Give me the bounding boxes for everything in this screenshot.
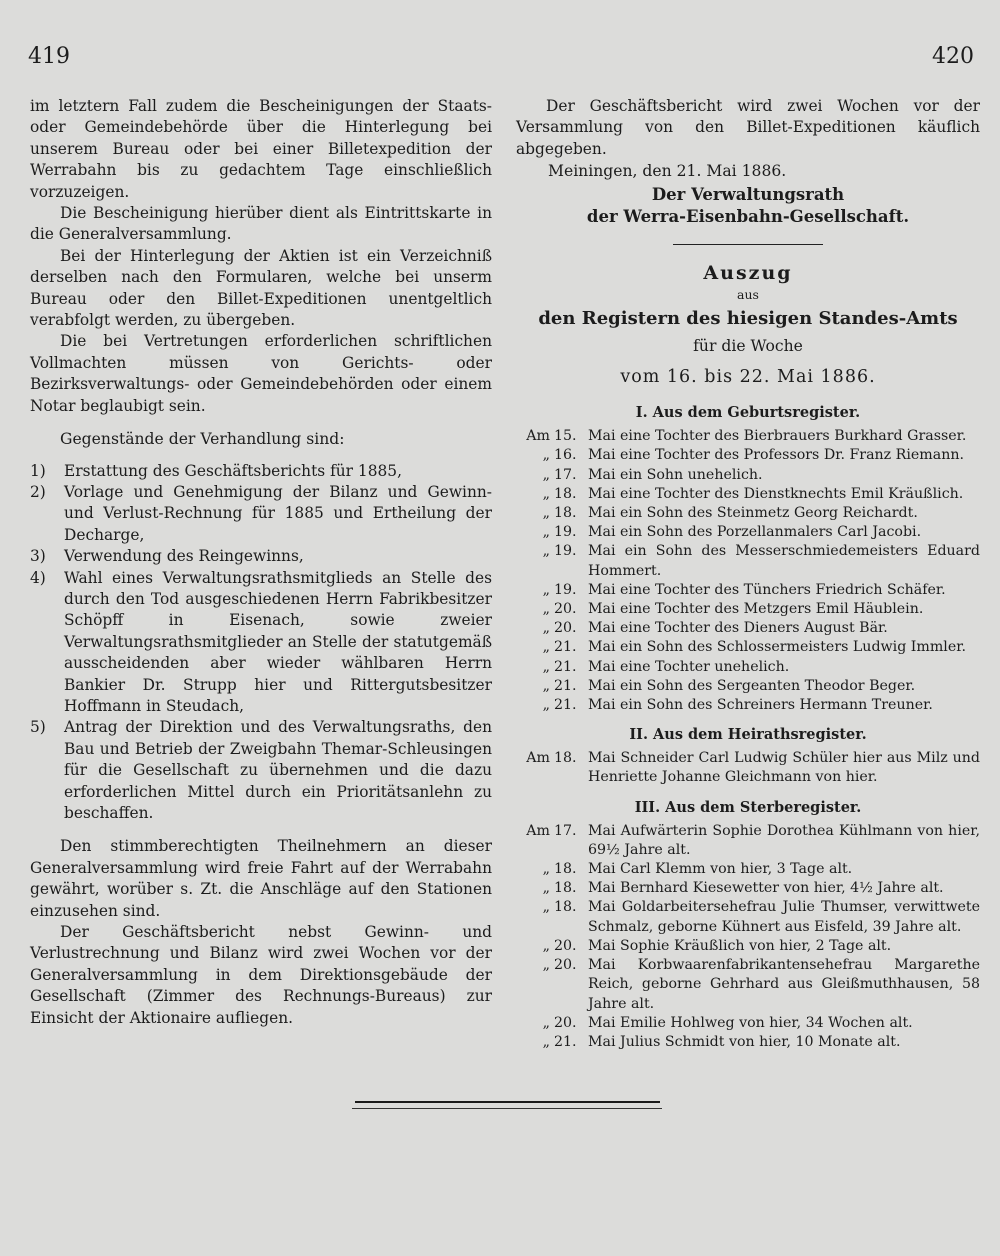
extract-title: Auszug — [703, 262, 793, 285]
list-item — [516, 523, 980, 542]
entry-prefix: „ — [542, 485, 550, 502]
agenda-text: Antrag der Direktion und des Verwaltungsraths, den Bau und Betrieb der Zweigbahn Themar-Schleusingen für die Gesellschaft zu übernehmen und die dazu erforderlichen Mittel durch ein Prioritätsanlehn zu beschaffen. — [64, 718, 492, 822]
entry-text: Mai Schneider Carl Ludwig Schüler hier aus Milz und Henriette Johanne Gleichmann von hier. — [588, 750, 980, 786]
entry-prefix: „ — [542, 1014, 550, 1031]
marriages-list — [516, 749, 980, 787]
entry-text: Mai Sophie Kräußlich von hier, 2 Tage alt. — [588, 937, 892, 954]
entry-text: Mai eine Tochter des Dienstknechts Emil Kräußlich. — [588, 485, 964, 502]
list-item — [516, 542, 980, 580]
place-date: Meiningen, den 21. Mai 1886. — [548, 162, 787, 181]
entry-day: 17. — [554, 822, 577, 839]
entry-text: Mai ein Sohn des Schlossermeisters Ludwig Immler. — [588, 639, 966, 656]
entry-day: 21. — [554, 697, 577, 714]
entry-day: 19. — [554, 581, 577, 598]
entry-text: Mai ein Sohn des Messerschmiedemeisters Eduard Hommert. — [588, 543, 980, 579]
entry-prefix: „ — [542, 505, 550, 522]
list-item — [516, 749, 980, 787]
list-item — [516, 658, 980, 677]
list-item — [516, 427, 980, 446]
entry-prefix: „ — [542, 466, 550, 483]
entry-text: Mai ein Sohn des Porzellanmalers Carl Jacobi. — [588, 524, 922, 541]
entry-text: Mai eine Tochter des Professors Dr. Franz Riemann. — [588, 447, 964, 464]
list-item — [516, 485, 980, 504]
agenda-number: 2) — [30, 482, 46, 501]
paragraph: Den stimmberechtigten Theilnehmern an dieser Generalversammlung wird freie Fahrt auf der Werrabahn gewährt, worüber s. Zt. die Anschläge auf den Stationen einzusehen sind. — [30, 837, 492, 920]
entry-day: 16. — [554, 447, 577, 464]
entry-text: Mai eine Tochter des Bierbrauers Burkhard Grasser. — [588, 428, 967, 445]
signature-line-2: der Werra-Eisenbahn-Gesellschaft. — [586, 207, 910, 227]
section-title-births: I. Aus dem Geburtsregister. — [635, 404, 861, 422]
paragraph: Die Bescheinigung hierüber dient als Eintrittskarte in die Generalversammlung. — [30, 204, 492, 244]
entry-text: Mai eine Tochter des Tünchers Friedrich Schäfer. — [588, 581, 946, 598]
entry-text: Mai Korbwaarenfabrikantensehefrau Margarethe Reich, geborne Gehrhard aus Gleißmuthhausen, 58 Jahre alt. — [588, 957, 980, 1012]
agenda-number: 5) — [30, 718, 46, 737]
paragraph: Der Geschäftsbericht nebst Gewinn- und Verlustrechnung und Bilanz wird zwei Wochen vor der Generalversammlung in dem Direktionsgebäude der Gesellschaft (Zimmer des Rechnungs-Bureaus) zur Einsicht der Aktionaire aufliegen. — [30, 923, 492, 1027]
page-number-right: 420 — [932, 44, 974, 69]
agenda-item — [30, 546, 492, 567]
entry-text: Mai Goldarbeitersehefrau Julie Thumser, verwittwete Schmalz, geborne Kühnert aus Eisfeld, 39 Jahre alt. — [588, 899, 980, 935]
entry-prefix: „ — [542, 581, 550, 598]
agenda-number: 1) — [30, 461, 46, 480]
list-item — [516, 600, 980, 619]
agenda-item — [30, 568, 492, 718]
entry-day: 18. — [554, 505, 577, 522]
divider — [673, 244, 823, 245]
agenda-text: Erstattung des Geschäftsberichts für 1885, — [64, 461, 402, 480]
paragraph: Die bei Vertretungen erforderlichen schriftlichen Vollmachten müssen von Gerichts- oder Bezirksverwaltungs- oder Gemeindebehörden oder einem Notar beglaubigt sein. — [30, 332, 492, 415]
list-item — [516, 822, 980, 860]
entry-text: Mai Emilie Hohlweg von hier, 34 Wochen alt. — [588, 1014, 913, 1031]
extract-week: für die Woche — [693, 337, 803, 356]
extract-aus: aus — [737, 287, 759, 303]
entry-text: Mai ein Sohn des Sergeanten Theodor Beger. — [588, 677, 916, 694]
entry-day: 18. — [554, 880, 577, 897]
entry-prefix: „ — [542, 1033, 550, 1050]
list-item — [516, 446, 980, 465]
entry-day: 21. — [554, 658, 577, 675]
entry-text: Mai ein Sohn unehelich. — [588, 466, 763, 483]
entry-day: 18. — [554, 899, 577, 916]
entry-prefix: „ — [542, 639, 550, 656]
agenda-text: Wahl eines Verwaltungsrathsmitglieds an Stelle des durch den Tod ausgeschiedenen Herrn Fabrikbesitzer Schöpff in Eisenach, sowie zweier Verwaltungsrathsmitglieder an Stelle der statutgemäß ausscheidenden aber wieder wählbaren Herrn Bankier Dr. Strupp hier und Rittergutsbesitzer Hoffmann in Steudach, — [64, 568, 492, 715]
list-item — [516, 1033, 980, 1052]
entry-prefix: Am — [526, 428, 550, 445]
section-title-marriages: II. Aus dem Heirathsregister. — [629, 726, 867, 744]
entry-prefix: „ — [542, 677, 550, 694]
entry-day: 18. — [554, 750, 577, 767]
list-item — [516, 619, 980, 638]
agenda-list — [30, 461, 492, 825]
agenda-heading: Gegenstände der Verhandlung sind: — [60, 430, 345, 449]
entry-day: 19. — [554, 543, 577, 560]
entry-text: Mai Julius Schmidt von hier, 10 Monate alt. — [588, 1033, 901, 1050]
entry-text: Mai Carl Klemm von hier, 3 Tage alt. — [588, 861, 853, 878]
list-item — [516, 466, 980, 485]
entry-prefix: „ — [542, 937, 550, 954]
entry-text: Mai eine Tochter unehelich. — [588, 658, 790, 675]
paragraph: im letztern Fall zudem die Bescheinigungen der Staats- oder Gemeindebehörde über die Hinterlegung bei unserem Bureau oder bei einer Billetexpedition der Werrabahn bis zu gedachtem Tage einschließlich vorzuzeigen. — [30, 97, 492, 201]
entry-prefix: „ — [542, 620, 550, 637]
list-item — [516, 1014, 980, 1033]
signature-line-1: Der Verwaltungsrath — [651, 185, 845, 205]
entry-prefix: „ — [542, 543, 550, 560]
list-item — [516, 956, 980, 1014]
list-item — [516, 504, 980, 523]
entry-day: 19. — [554, 524, 577, 541]
list-item — [516, 696, 980, 715]
entry-prefix: „ — [542, 658, 550, 675]
entry-day: 20. — [554, 937, 577, 954]
entry-text: Mai ein Sohn des Steinmetz Georg Reichardt. — [588, 505, 918, 522]
list-item — [516, 860, 980, 879]
right-column — [516, 96, 980, 1052]
entry-day: 15. — [554, 428, 577, 445]
entry-prefix: „ — [542, 524, 550, 541]
list-item — [516, 879, 980, 898]
entry-day: 20. — [554, 1014, 577, 1031]
entry-prefix: Am — [526, 822, 550, 839]
entry-text: Mai Aufwärterin Sophie Dorothea Kühlmann von hier, 69½ Jahre alt. — [588, 822, 980, 858]
entry-text: Mai eine Tochter des Dieners August Bär. — [588, 620, 888, 637]
entry-prefix: „ — [542, 697, 550, 714]
footer-rule — [352, 1108, 662, 1109]
list-item — [516, 937, 980, 956]
entry-day: 21. — [554, 1033, 577, 1050]
entry-prefix: Am — [526, 750, 550, 767]
list-item — [516, 581, 980, 600]
entry-day: 17. — [554, 466, 577, 483]
entry-day: 18. — [554, 861, 577, 878]
entry-prefix: „ — [542, 880, 550, 897]
list-item — [516, 638, 980, 657]
agenda-item — [30, 482, 492, 546]
section-title-deaths: III. Aus dem Sterberegister. — [634, 798, 862, 816]
paragraph: Bei der Hinterlegung der Aktien ist ein Verzeichniß derselben nach den Formularen, welche bei unserm Bureau oder den Billet-Expeditionen unentgeltlich verabfolgt werden, zu übergeben. — [30, 246, 492, 330]
agenda-text: Vorlage und Genehmigung der Bilanz und Gewinn- und Verlust-Rechnung für 1885 und Ertheilung der Decharge, — [64, 482, 492, 544]
entry-prefix: „ — [542, 861, 550, 878]
agenda-number: 4) — [30, 568, 46, 587]
list-item — [516, 677, 980, 696]
entry-day: 20. — [554, 601, 577, 618]
entry-day: 21. — [554, 639, 577, 656]
footer-rule — [355, 1101, 660, 1103]
intro-paragraph: Der Geschäftsbericht wird zwei Wochen vor der Versammlung von den Billet-Expeditionen käuflich abgegeben. — [516, 97, 980, 158]
extract-daterange: vom 16. bis 22. Mai 1886. — [620, 367, 876, 388]
agenda-item — [30, 461, 492, 482]
entry-prefix: „ — [542, 899, 550, 916]
entry-prefix: „ — [542, 957, 550, 974]
births-list — [516, 427, 980, 715]
entry-prefix: „ — [542, 601, 550, 618]
agenda-item — [30, 717, 492, 824]
extract-registers: den Registern des hiesigen Standes-Amts — [538, 308, 958, 330]
deaths-list — [516, 822, 980, 1052]
entry-text: Mai ein Sohn des Schreiners Hermann Treuner. — [588, 697, 933, 714]
entry-day: 20. — [554, 957, 577, 974]
left-column — [30, 96, 492, 1029]
entry-day: 21. — [554, 677, 577, 694]
entry-prefix: „ — [542, 447, 550, 464]
entry-text: Mai eine Tochter des Metzgers Emil Häublein. — [588, 601, 924, 618]
agenda-number: 3) — [30, 547, 46, 566]
list-item — [516, 898, 980, 936]
entry-day: 18. — [554, 485, 577, 502]
entry-text: Mai Bernhard Kiesewetter von hier, 4½ Jahre alt. — [588, 880, 944, 897]
entry-day: 20. — [554, 620, 577, 637]
agenda-text: Verwendung des Reingewinns, — [64, 547, 304, 566]
page-number-left: 419 — [28, 44, 70, 69]
